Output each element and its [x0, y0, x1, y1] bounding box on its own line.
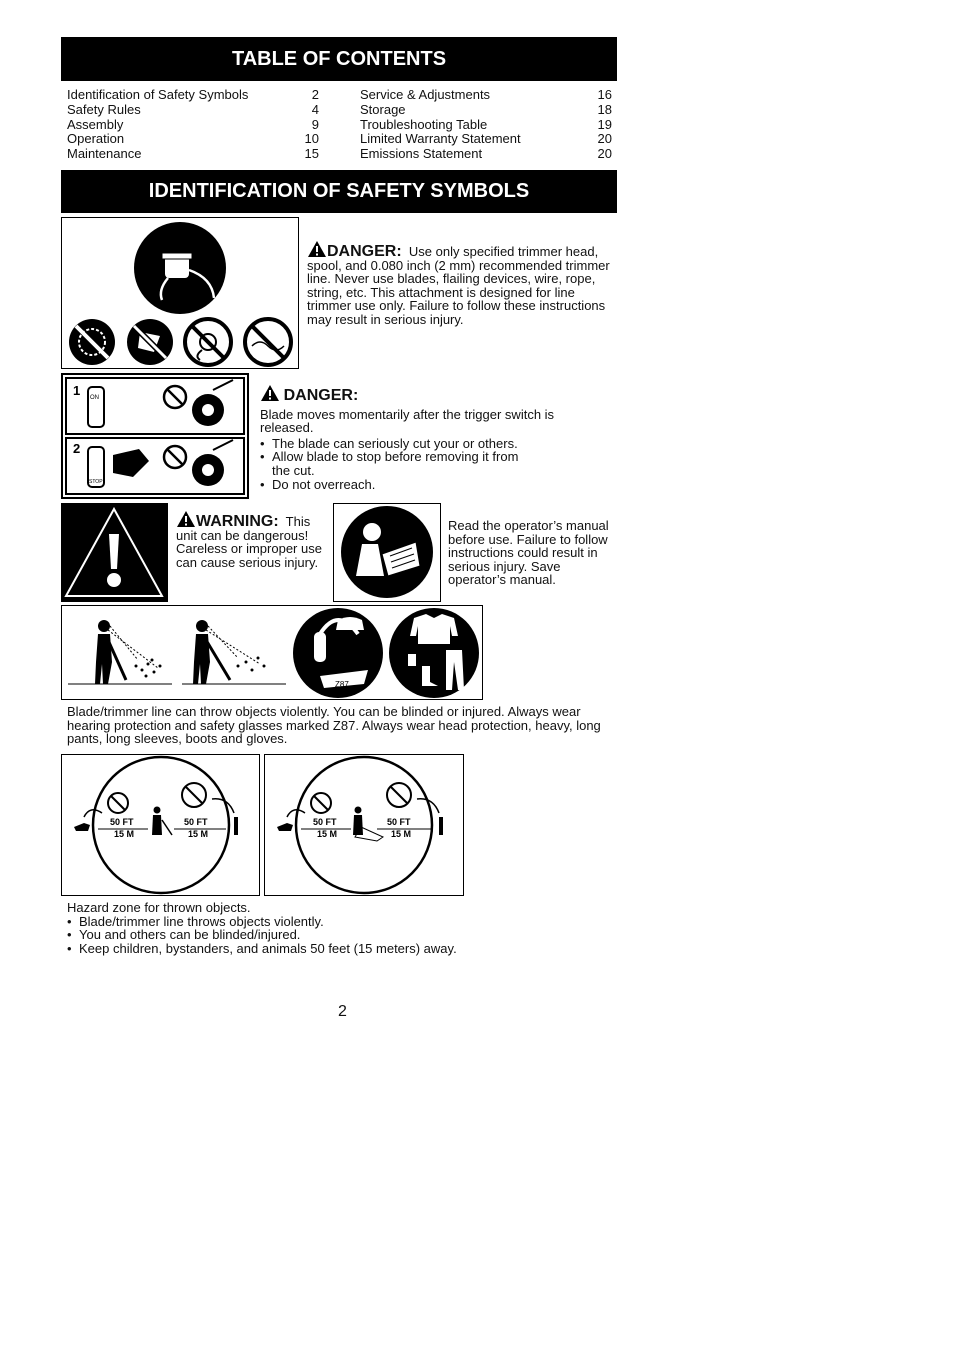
danger-blade-block	[260, 384, 570, 491]
toc-right-column	[360, 88, 612, 162]
bullet-item: • Blade/trimmer line throws objects violently.	[67, 915, 587, 929]
no-flail-icon	[127, 319, 173, 365]
toc-entry-page: 16	[597, 87, 612, 102]
toc-entry-label: Assembly	[67, 116, 124, 132]
distance-m-label: 15 M	[391, 829, 412, 839]
danger-trimmer-line-text	[307, 240, 613, 327]
toc-title-bar	[61, 37, 617, 81]
toc-entry-page: 9	[311, 116, 319, 132]
danger-intro: Blade moves momentarily after the trigger switch is released.	[260, 406, 555, 436]
bullet-item: • Allow blade to stop before removing it from the cut.	[260, 450, 530, 477]
hazard-zone-icon	[265, 755, 463, 895]
warning-triangle-icon	[176, 510, 196, 528]
toc-entry[interactable]	[360, 88, 612, 103]
toc-entry[interactable]	[360, 147, 612, 162]
blade-stop-symbol-panel	[61, 373, 249, 499]
toc-entry[interactable]	[67, 132, 319, 147]
toc-entry-label: Storage	[360, 101, 406, 117]
toc-entry[interactable]	[67, 88, 319, 103]
thrown-objects-ppe-icon	[62, 606, 482, 699]
no-rope-icon	[245, 319, 291, 365]
warning-triangle-icon	[260, 384, 280, 402]
toc-entry-page: 2	[311, 87, 319, 102]
blade-coast-icon	[63, 375, 247, 497]
switch-label: STOP	[89, 479, 103, 485]
panel-number: 2	[73, 441, 81, 456]
hazard-zone-panel-edger	[264, 754, 464, 896]
toc-entry[interactable]	[360, 118, 612, 133]
warning-symbol-panel	[61, 503, 168, 602]
warning-text	[176, 510, 332, 569]
toc-entry-page: 20	[597, 131, 612, 147]
toc-left-column	[67, 88, 319, 162]
hazard-zone-block	[67, 901, 587, 955]
hazard-zone-panel-trimmer	[61, 754, 260, 896]
danger-heading: DANGER:	[283, 387, 359, 404]
read-manual-text: Read the operator’s manual before use. Failure to follow instructions could result in serious injury. Save operator’s manual.	[448, 518, 609, 588]
toc-entry-label: Identification of Safety Symbols	[67, 87, 249, 102]
protective-equipment-panel	[61, 605, 483, 700]
toc-entry-label: Troubleshooting Table	[360, 116, 488, 132]
toc-entry[interactable]	[67, 118, 319, 133]
danger-heading: DANGER:	[327, 243, 402, 260]
trimmer-head-icon	[62, 218, 298, 368]
toc-entry-label: Service & Adjustments	[360, 87, 491, 102]
warning-body: unit can be dangerous! Careless or improper use can cause serious injury.	[176, 527, 322, 570]
distance-m-label: 15 M	[188, 829, 209, 839]
switch-label: ON	[90, 395, 99, 401]
hazard-zone-intro: Hazard zone for thrown objects.	[67, 900, 251, 915]
toc-entry-page: 19	[597, 116, 612, 132]
toc-entry-label: Limited Warranty Statement	[360, 131, 521, 147]
toc-entry-label: Safety Rules	[67, 101, 141, 117]
danger-body: Use only specified trimmer head, spool, and 0.080 inch (2 mm) recommended trimmer line. Never use blades, flailing devices, wire, rope, string, etc. This attachment is designed for line trimmer use only. Failure to follow these instructions may result in serious injury.	[307, 244, 610, 327]
warning-lead: This	[285, 514, 311, 529]
warning-heading: WARNING:	[196, 513, 279, 530]
hazard-zone-bullets	[67, 915, 587, 956]
toc-entry[interactable]	[360, 103, 612, 118]
distance-m-label: 15 M	[317, 829, 338, 839]
distance-ft-label: 50 FT	[387, 817, 411, 827]
toc-entry[interactable]	[67, 103, 319, 118]
toc-entry-label: Emissions Statement	[360, 146, 483, 162]
symbols-title: IDENTIFICATION OF SAFETY SYMBOLS	[148, 180, 530, 202]
no-blade-icon	[69, 319, 115, 365]
danger-bullets	[260, 437, 570, 491]
panel-number: 1	[73, 383, 81, 398]
bullet-item: • You and others can be blinded/injured.	[67, 928, 587, 942]
distance-m-label: 15 M	[114, 829, 135, 839]
page-number: 2	[338, 1003, 347, 1020]
toc-entry-page: 20	[597, 146, 612, 162]
distance-ft-label: 50 FT	[184, 817, 208, 827]
toc-entry-page: 18	[597, 101, 612, 117]
bullet-item: • The blade can seriously cut your or others.	[260, 437, 570, 451]
read-manual-symbol-panel	[333, 503, 441, 602]
toc-entry-page: 4	[311, 101, 319, 117]
warning-triangle-icon	[307, 240, 327, 258]
read-manual-icon	[334, 504, 440, 601]
toc-entry[interactable]	[360, 132, 612, 147]
z87-mark: Z87	[335, 680, 349, 689]
ppe-text: Blade/trimmer line can throw objects violently. You can be blinded or injured. Always wear hearing protection and safety glasses marked Z87. Always wear head protection, heavy, long pants, long sleeves, boots and gloves.	[67, 704, 601, 747]
toc-entry[interactable]	[67, 147, 319, 162]
bullet-item: • Keep children, bystanders, and animals 50 feet (15 meters) away.	[67, 942, 587, 956]
toc-title: TABLE OF CONTENTS	[231, 48, 447, 70]
no-wire-icon	[185, 319, 231, 365]
toc-entry-page: 10	[304, 131, 319, 147]
toc-entry-page: 15	[304, 146, 319, 162]
toc-entry-label: Maintenance	[67, 146, 142, 162]
distance-ft-label: 50 FT	[110, 817, 134, 827]
distance-ft-label: 50 FT	[313, 817, 337, 827]
hazard-zone-icon	[62, 755, 259, 895]
symbols-title-bar	[61, 170, 617, 213]
trimmer-head-symbol-panel	[61, 217, 299, 369]
bullet-item: • Do not overreach.	[260, 478, 570, 492]
toc-entry-label: Operation	[67, 131, 125, 147]
warning-triangle-icon	[62, 504, 167, 601]
